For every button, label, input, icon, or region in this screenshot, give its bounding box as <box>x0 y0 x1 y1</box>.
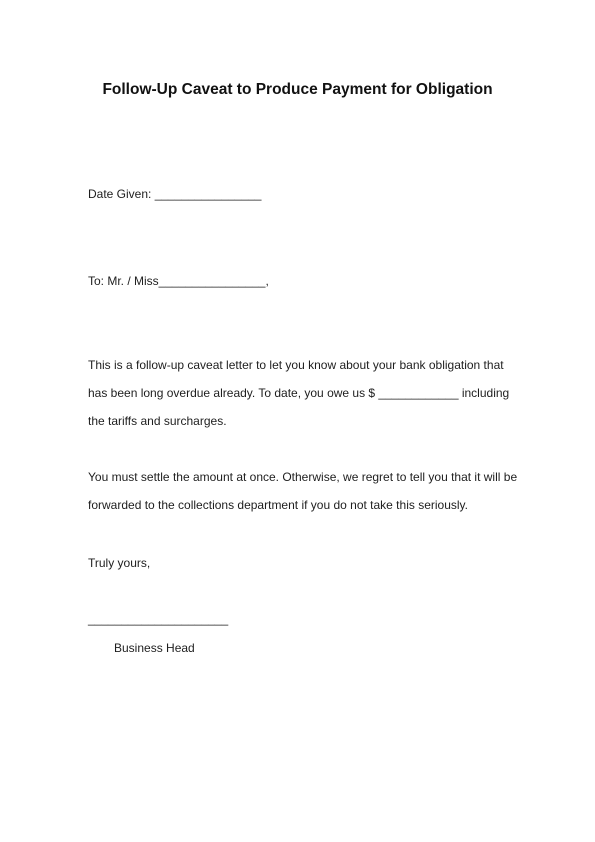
paragraph-2-line-1: You must settle the amount at once. Otherwise, we regret to tell you that it will be <box>88 470 518 484</box>
paragraph-1-line-1: This is a follow-up caveat letter to let you know about your bank obligation that <box>88 358 504 372</box>
paragraph-2-line-2: forwarded to the collections department if you do not take this seriously. <box>88 498 468 512</box>
paragraph-1-line-3: the tariffs and surcharges. <box>88 414 227 428</box>
signer-title: Business Head <box>114 641 195 655</box>
paragraph-1-line-2: has been long overdue already. To date, you owe us $ ____________ including <box>88 386 510 400</box>
signature-line: _____________________ <box>88 612 229 626</box>
date-given-line: Date Given: ________________ <box>88 187 262 201</box>
recipient-line: To: Mr. / Miss________________, <box>88 274 269 288</box>
letter-title: Follow-Up Caveat to Produce Payment for Obligation <box>102 81 493 98</box>
closing-salutation: Truly yours, <box>88 556 151 570</box>
